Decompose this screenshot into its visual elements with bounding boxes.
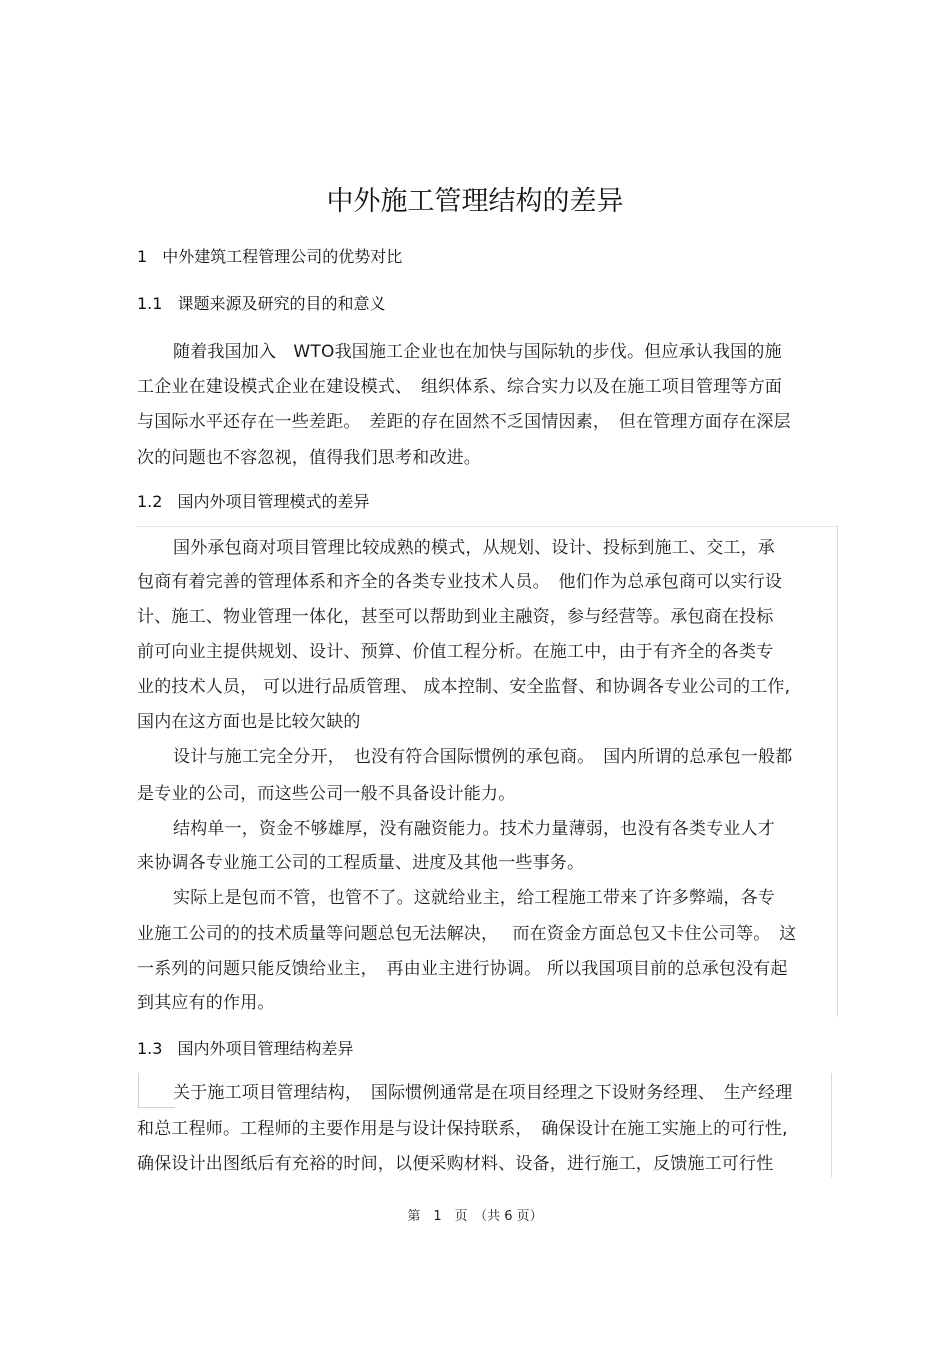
paragraph-line: 是专业的公司，而这些公司一般不具备设计能力。: [137, 784, 516, 804]
paragraph-line: 来协调各专业施工公司的工程质量、进度及其他一些事务。: [137, 853, 585, 873]
paragraph-line: 到其应有的作用。: [137, 993, 275, 1013]
paragraph-line: 国内在这方面也是比较欠缺的: [137, 712, 361, 732]
paragraph-line: 次的问题也不容忽视，值得我们思考和改进。: [137, 448, 481, 468]
heading-1-3: [137, 1038, 354, 1060]
paragraph-line: 包商有着完善的管理体系和齐全的各类专业技术人员。 他们作为总承包商可以实行设: [137, 572, 783, 592]
paragraph-line: 业的技术人员， 可以进行品质管理、 成本控制、安全监督、和协调各专业公司的工作,: [137, 677, 791, 697]
heading-1-number: 1: [137, 247, 148, 266]
heading-1-1: [137, 293, 386, 315]
page-footer: 第 1 页 （共 6 页）: [407, 1209, 543, 1224]
heading-1: [137, 246, 402, 268]
paragraph-line: 实际上是包而不管，也管不了。这就给业主，给工程施工带来了许多弊端，各专: [173, 888, 775, 908]
heading-1-1-text: 课题来源及研究的目的和意义: [177, 294, 386, 313]
heading-1-3-number: 1.3: [137, 1039, 163, 1058]
paragraph-line: 和总工程师。工程师的主要作用是与设计保持联系， 确保设计在施工实施上的可行性,: [137, 1119, 788, 1139]
heading-1-text: 中外建筑工程管理公司的优势对比: [162, 247, 403, 266]
paragraph-line: 前可向业主提供规划、设计、预算、价值工程分析。在施工中，由于有齐全的各类专: [137, 642, 774, 662]
paragraph-line: 关于施工项目管理结构， 国际惯例通常是在项目经理之下设财务经理、 生产经理: [173, 1083, 793, 1103]
heading-1-2-text: 国内外项目管理模式的差异: [177, 492, 370, 511]
paragraph-line: 工企业在建设模式企业在建设模式、 组织体系、综合实力以及在施工项目管理等方面: [137, 377, 783, 397]
paragraph-line: 计、施工、物业管理一体化，甚至可以帮助到业主融资，参与经营等。承包商在投标: [137, 607, 774, 627]
paragraph-line: 与国际水平还存在一些差距。 差距的存在固然不乏国情因素， 但在管理方面存在深层: [137, 412, 791, 432]
paragraph-line: 设计与施工完全分开， 也没有符合国际惯例的承包商。 国内所谓的总承包一般都: [173, 747, 793, 767]
heading-1-2-number: 1.2: [137, 492, 163, 511]
document-title: 中外施工管理结构的差异: [326, 186, 624, 217]
heading-1-2: [137, 491, 370, 513]
heading-1-3-text: 国内外项目管理结构差异: [177, 1039, 354, 1058]
paragraph-line: 业施工公司的的技术质量等问题总包无法解决， 而在资金方面总包又卡住公司等。 这: [137, 924, 797, 944]
paragraph-line: 一系列的问题只能反馈给业主， 再由业主进行协调。 所以我国项目前的总承包没有起: [137, 959, 788, 979]
paragraph-line: 结构单一，资金不够雄厚，没有融资能力。技术力量薄弱，也没有各类专业人才: [173, 819, 775, 839]
heading-1-1-number: 1.1: [137, 294, 163, 313]
paragraph-line: 确保设计出图纸后有充裕的时间，以便采购材料、设备，进行施工，反馈施工可行性: [137, 1154, 774, 1174]
paragraph-line: 随着我国加入 WTO我国施工企业也在加快与国际轨的步伐。但应承认我国的施: [173, 342, 782, 362]
paragraph-line: 国外承包商对项目管理比较成熟的模式，从规划、设计、投标到施工、交工，承: [173, 538, 775, 558]
